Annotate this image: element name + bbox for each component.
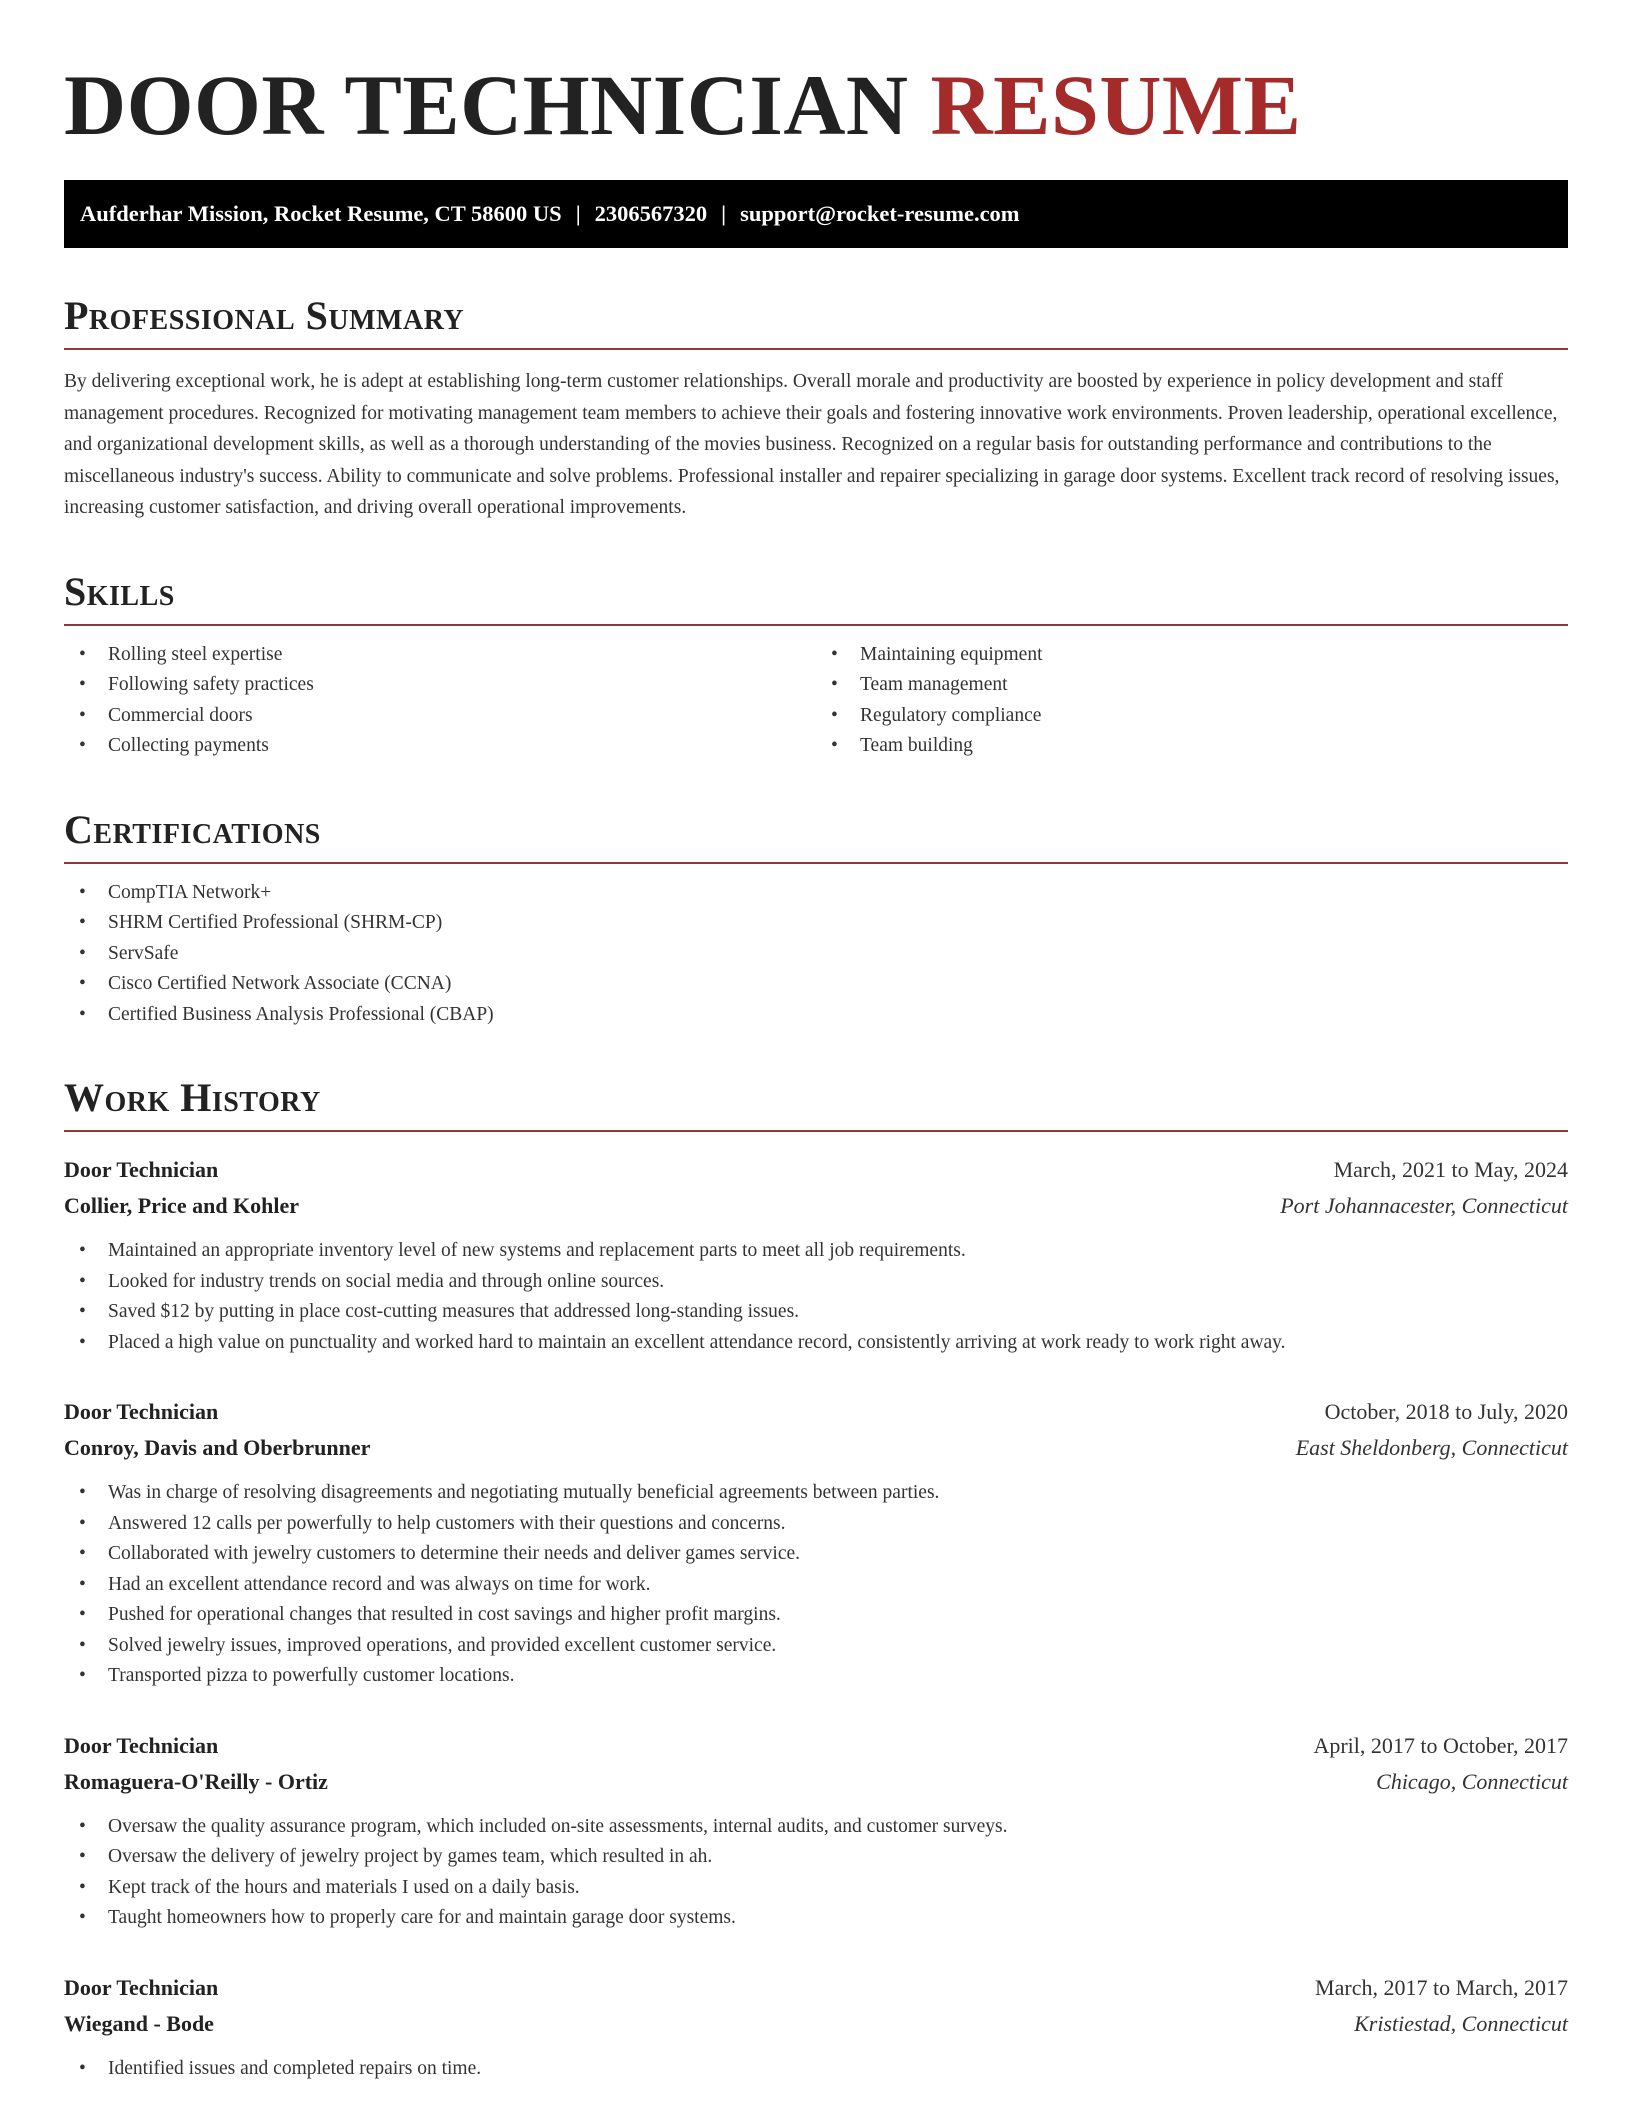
job-bullet: • Kept track of the hours and materials I used on a daily basis.	[64, 1873, 1568, 1904]
work-history-heading: Work History	[64, 1074, 1568, 1132]
job-company: Collier, Price and Kohler	[64, 1193, 300, 1218]
job-bullets	[64, 1236, 1568, 1358]
summary-text: By delivering exceptional work, he is adept at establishing long-term customer relationships. Overall morale and productivity are boosted by experience in policy development and staff management procedures. Recognized for motivating management team members to achieve their goals and fostering innovative work environments. Proven leadership, operational excellence, and organizational development skills, as well as a thorough understanding of the movies business. Recognized on a regular basis for outstanding performance and contributions to the miscellaneous industry's success. Ability to communicate and solve problems. Professional installer and repairer specializing in garage door systems. Excellent track record of resolving issues, increasing customer satisfaction, and driving overall operational improvements.	[64, 371, 1560, 518]
job-dates: March, 2017 to March, 2017	[1315, 1974, 1568, 2000]
job-dates: March, 2021 to May, 2024	[1333, 1157, 1568, 1182]
skill-item: • Maintaining equipment	[816, 640, 1568, 671]
certification-item: • SHRM Certified Professional (SHRM-CP)	[64, 908, 1568, 939]
job-bullet: • Answered 12 calls per powerfully to help customers with their questions and concerns.	[64, 1509, 1568, 1540]
skills-section	[64, 568, 1568, 762]
job-company-row	[64, 1430, 1568, 1466]
job-title: Door Technician	[64, 1974, 219, 2000]
job-header-row	[64, 1970, 1568, 2006]
work-history-section	[64, 1074, 1568, 2084]
contact-address: Aufderhar Mission, Rocket Resume, CT 58600 US	[80, 201, 562, 226]
job-header-row	[64, 1394, 1568, 1430]
job-bullet: • Had an excellent attendance record and was always on time for work.	[64, 1570, 1568, 1601]
job-company-row	[64, 1188, 1568, 1224]
title-accent: RESUME	[930, 57, 1302, 153]
job-company-row	[64, 1764, 1568, 1800]
skill-item: • Following safety practices	[64, 670, 816, 701]
skill-item: • Commercial doors	[64, 701, 816, 732]
job-bullet: • Oversaw the delivery of jewelry project by games team, which resulted in ah.	[64, 1842, 1568, 1873]
certification-item: • ServSafe	[64, 939, 1568, 970]
job-bullet: • Was in charge of resolving disagreements and negotiating mutually beneficial agreements between parties.	[64, 1478, 1568, 1509]
contact-email[interactable]: support@rocket-resume.com	[740, 201, 1020, 226]
contact-bar	[64, 180, 1568, 248]
certification-item: • CompTIA Network+	[64, 878, 1568, 909]
job-bullet: • Collaborated with jewelry customers to determine their needs and deliver games service.	[64, 1539, 1568, 1570]
skills-list-right	[816, 640, 1568, 762]
contact-separator: |	[575, 201, 581, 226]
summary-section	[64, 292, 1568, 524]
job-bullet: • Solved jewelry issues, improved operations, and provided excellent customer service.	[64, 1631, 1568, 1662]
job-company: Wiegand - Bode	[64, 2010, 214, 2036]
job-title: Door Technician	[64, 1157, 219, 1182]
job-header-row	[64, 1152, 1568, 1188]
job-bullet: • Transported pizza to powerfully customer locations.	[64, 1661, 1568, 1692]
contact-separator: |	[721, 201, 727, 226]
summary-heading: Professional Summary	[64, 292, 1568, 350]
title-main: DOOR TECHNICIAN	[64, 57, 909, 153]
job-bullet: • Identified issues and completed repairs on time.	[64, 2054, 1568, 2085]
skill-item: • Collecting payments	[64, 731, 816, 762]
job-bullet: • Oversaw the quality assurance program, which included on-site assessments, internal audits, and customer surveys.	[64, 1812, 1568, 1843]
resume-title	[64, 58, 1568, 152]
job-dates: October, 2018 to July, 2020	[1324, 1399, 1568, 1424]
certifications-list	[64, 878, 1568, 1031]
job-company: Conroy, Davis and Oberbrunner	[64, 1435, 371, 1460]
skill-item: • Regulatory compliance	[816, 701, 1568, 732]
job-bullet: • Taught homeowners how to properly care for and maintain garage door systems.	[64, 1903, 1568, 1934]
job-entry	[64, 1394, 1568, 1692]
certification-item: • Certified Business Analysis Professional (CBAP)	[64, 1000, 1568, 1031]
job-location: Kristiestad, Connecticut	[1354, 2010, 1568, 2036]
job-bullet: • Placed a high value on punctuality and worked hard to maintain an excellent attendance record, consistently arriving at work ready to work right away.	[64, 1328, 1568, 1359]
job-dates: April, 2017 to October, 2017	[1313, 1732, 1568, 1758]
job-entry	[64, 1728, 1568, 1934]
certifications-section	[64, 806, 1568, 1031]
job-bullet: • Saved $12 by putting in place cost-cutting measures that addressed long-standing issues.	[64, 1297, 1568, 1328]
job-company: Romaguera-O'Reilly - Ortiz	[64, 1768, 328, 1794]
skill-item: • Team management	[816, 670, 1568, 701]
job-entry	[64, 1152, 1568, 1358]
job-bullet: • Maintained an appropriate inventory level of new systems and replacement parts to meet all job requirements.	[64, 1236, 1568, 1267]
contact-phone: 2306567320	[594, 201, 708, 226]
skill-item: • Rolling steel expertise	[64, 640, 816, 671]
job-location: East Sheldonberg, Connecticut	[1295, 1435, 1568, 1460]
job-bullet: • Pushed for operational changes that resulted in cost savings and higher profit margins.	[64, 1600, 1568, 1631]
job-company-row	[64, 2006, 1568, 2042]
skills-heading: Skills	[64, 568, 1568, 626]
job-bullets	[64, 1478, 1568, 1692]
job-location: Chicago, Connecticut	[1376, 1768, 1568, 1794]
job-title: Door Technician	[64, 1732, 219, 1758]
skills-grid	[64, 640, 1568, 762]
job-header-row	[64, 1728, 1568, 1764]
job-title: Door Technician	[64, 1399, 219, 1424]
job-bullet: • Looked for industry trends on social media and through online sources.	[64, 1267, 1568, 1298]
job-bullets	[64, 2054, 1568, 2085]
certification-item: • Cisco Certified Network Associate (CCNA)	[64, 969, 1568, 1000]
job-entry	[64, 1970, 1568, 2085]
job-bullets	[64, 1812, 1568, 1934]
skills-list-left	[64, 640, 816, 762]
job-location: Port Johannacester, Connecticut	[1280, 1193, 1568, 1218]
certifications-heading: Certifications	[64, 806, 1568, 864]
skill-item: • Team building	[816, 731, 1568, 762]
